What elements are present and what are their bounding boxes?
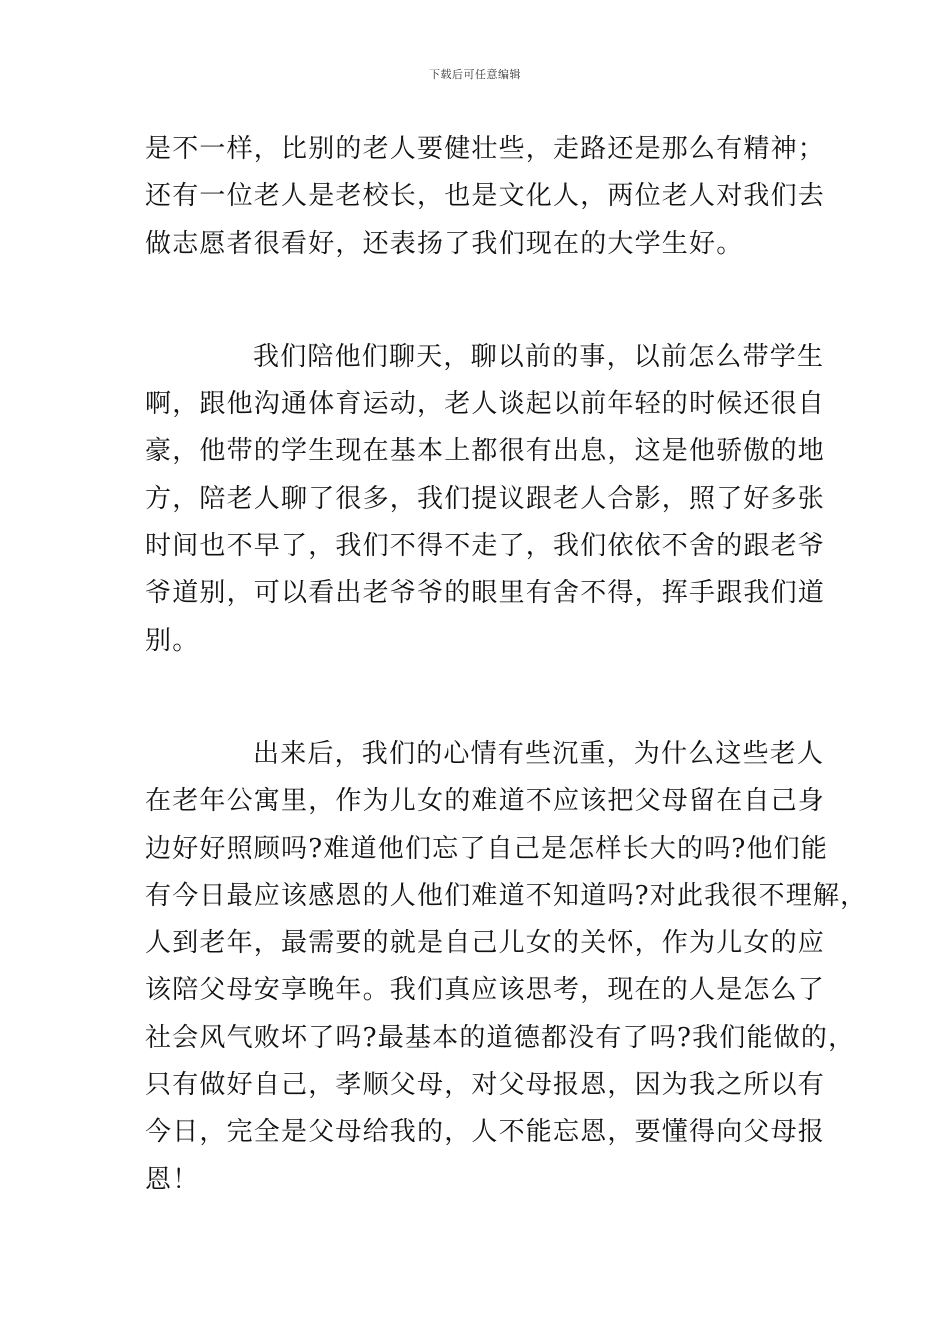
text-line: 只有做好自己，孝顺父母，对父母报恩，因为我之所以有 [145, 1070, 826, 1101]
text-line: 边好好照顾吗?难道他们忘了自己是怎样长大的吗?他们能 [145, 833, 829, 864]
text-line: 在老年公寓里，作为儿女的难道不应该把父母留在自己身 [145, 786, 826, 817]
text-line: 是不一样，比别的老人要健壮些，走路还是那么有精神； [145, 134, 826, 164]
text-line: 时间也不早了，我们不得不走了，我们依依不舍的跟老爷 [145, 531, 826, 562]
text-line: 该陪父母安享晚年。我们真应该思考，现在的人是怎么了 [145, 975, 826, 1006]
text-line: 有今日最应该感恩的人他们难道不知道吗?对此我很不理解， [145, 880, 868, 911]
paragraph-3 [145, 731, 868, 1204]
paragraph-1 [145, 126, 825, 268]
text-line: 爷道别，可以看出老爷爷的眼里有舍不得，挥手跟我们道 [145, 578, 826, 609]
text-line: 今日，完全是父母给我的，人不能忘恩，要懂得向父母报 [145, 1117, 826, 1148]
text-line: 人到老年，最需要的就是自己儿女的关怀，作为儿女的应 [145, 928, 826, 959]
text-line: 还有一位老人是老校长，也是文化人，两位老人对我们去 [145, 181, 826, 212]
text-line: 方，陪老人聊了很多，我们提议跟老人合影，照了好多张 [145, 483, 826, 514]
text-line: 社会风气败坏了吗?最基本的道德都没有了吗?我们能做的， [145, 1022, 856, 1053]
document-body [145, 126, 868, 1204]
text-line: 豪，他带的学生现在基本上都很有出息，这是他骄傲的地 [145, 436, 826, 467]
text-line: 我们陪他们聊天，聊以前的事，以前怎么带学生 [253, 341, 825, 372]
text-line: 出来后，我们的心情有些沉重，为什么这些老人 [253, 738, 825, 769]
page-header-note: 下载后可任意编辑 [429, 68, 521, 81]
text-line: 别。 [145, 625, 200, 656]
text-line: 啊，跟他沟通体育运动，老人谈起以前年轻的时候还很自 [145, 389, 826, 420]
text-line: 做志愿者很看好，还表扬了我们现在的大学生好。 [145, 228, 744, 259]
text-line: 恩！ [145, 1164, 200, 1195]
paragraph-2 [145, 334, 825, 665]
